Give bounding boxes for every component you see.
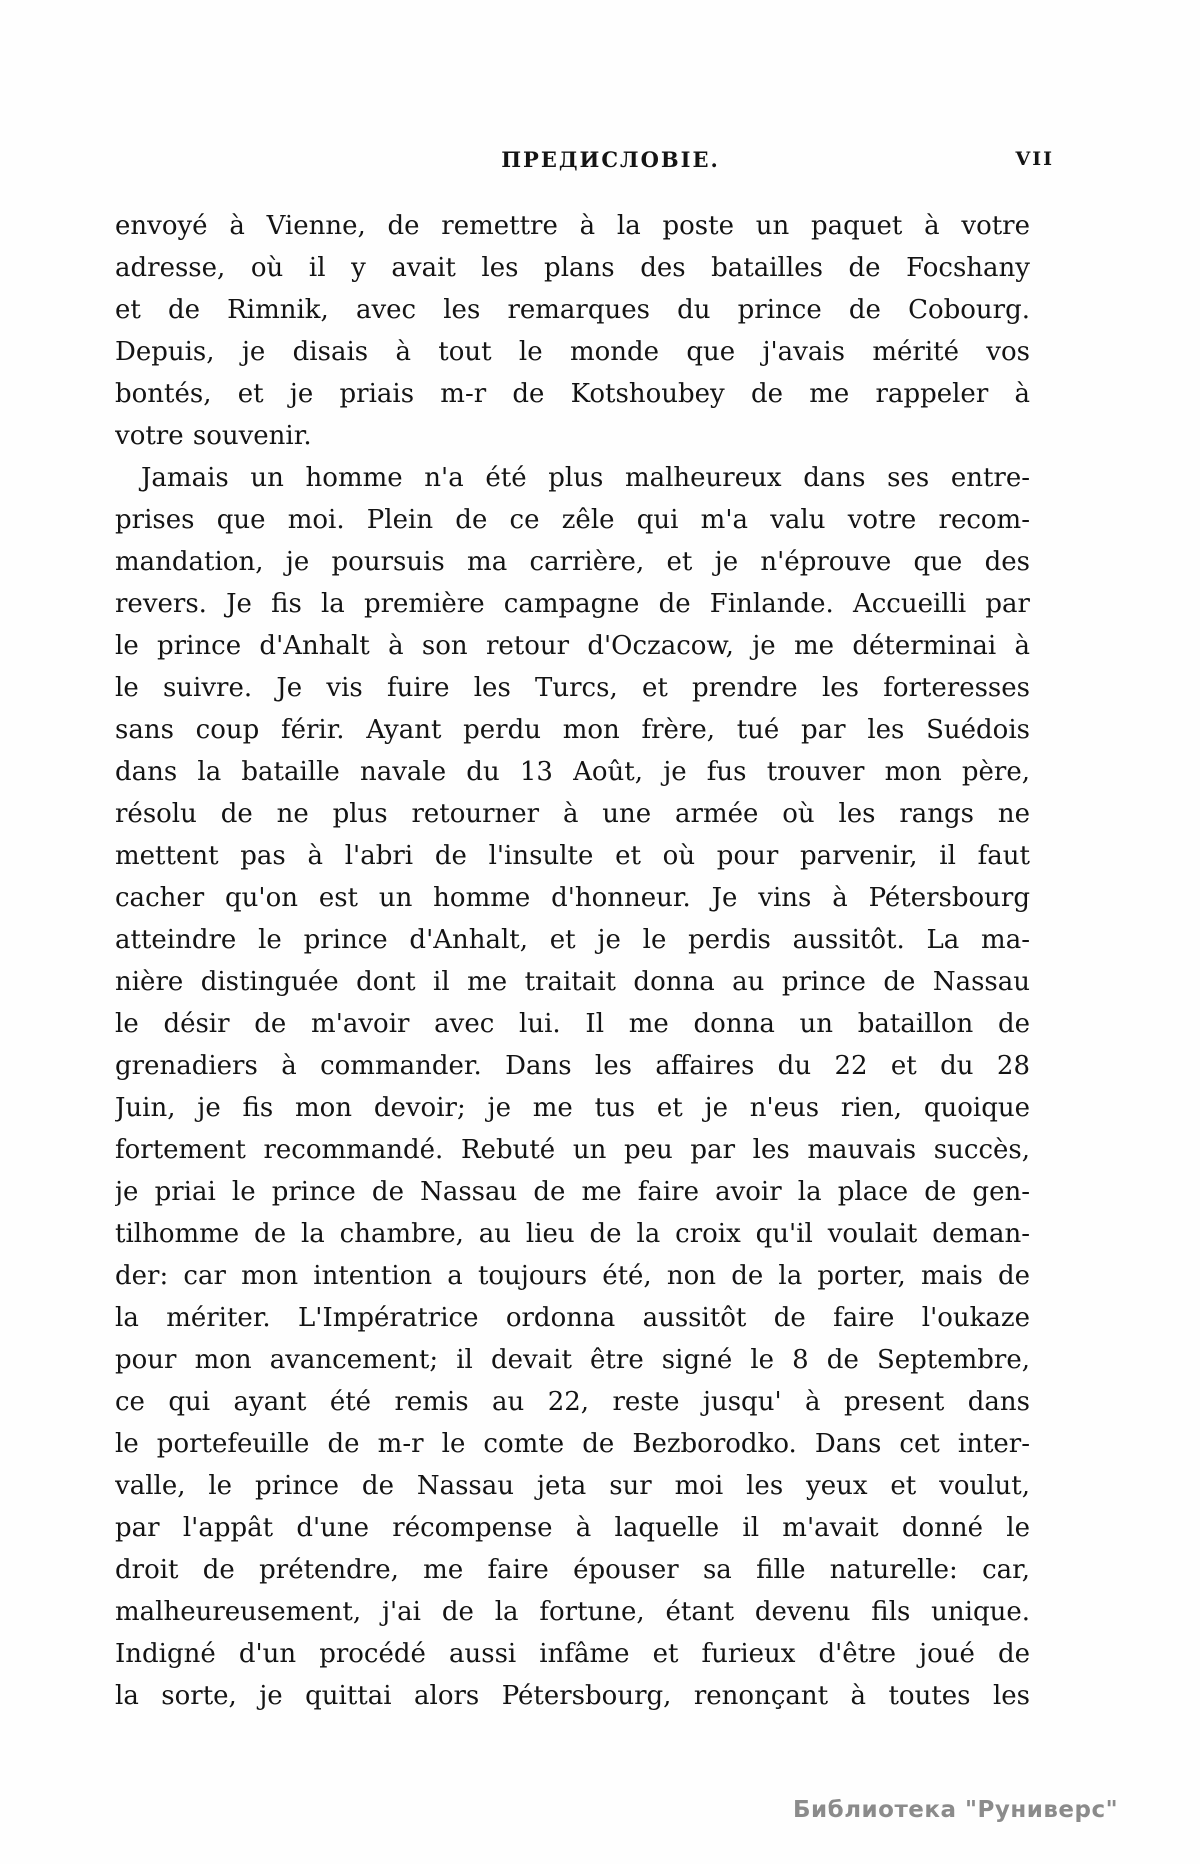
- text-line: le prince d'Anhalt à son retour d'Oczacow, je me déterminai à: [115, 631, 1030, 661]
- text-line: envoyé à Vienne, de remettre à la poste un paquet à votre: [115, 211, 1030, 241]
- text-line: der: car mon intention a toujours été, non de la porter, mais de: [115, 1261, 1030, 1291]
- text-line: valle, le prince de Nassau jeta sur moi les yeux et voulut,: [115, 1471, 1030, 1501]
- text-line: la sorte, je quittai alors Pétersbourg, renonçant à toutes les: [115, 1681, 1030, 1711]
- text-line: tilhomme de la chambre, au lieu de la croix qu'il voulait deman-: [115, 1219, 1030, 1249]
- text-line: la mériter. L'Impératrice ordonna aussitôt de faire l'oukaze: [115, 1303, 1030, 1333]
- text-line: dans la bataille navale du 13 Août, je fus trouver mon père,: [115, 757, 1030, 787]
- text-line: sans coup férir. Ayant perdu mon frère, tué par les Suédois: [115, 715, 1030, 745]
- library-watermark: Библиотека "Руниверс": [793, 1797, 1119, 1823]
- text-line: le désir de m'avoir avec lui. Il me donna un bataillon de: [115, 1009, 1030, 1039]
- text-line: grenadiers à commander. Dans les affaires du 22 et du 28: [115, 1051, 1030, 1081]
- text-line: mandation, je poursuis ma carrière, et je n'éprouve que des: [115, 547, 1030, 577]
- text-line: par l'appât d'une récompense à laquelle il m'avait donné le: [115, 1513, 1030, 1543]
- running-head: [115, 147, 1054, 175]
- text-line: bontés, et je priais m-r de Kotshoubey de me rappeler à: [115, 379, 1030, 409]
- text-line: cacher qu'on est un homme d'honneur. Je vins à Pétersbourg: [115, 883, 1030, 913]
- text-line: ce qui ayant été remis au 22, reste jusqu' à present dans: [115, 1387, 1030, 1417]
- text-line: pour mon avancement; il devait être signé le 8 de Septembre,: [115, 1345, 1030, 1375]
- text-line: le suivre. Je vis fuire les Turcs, et prendre les forteresses: [115, 673, 1030, 703]
- text-line: résolu de ne plus retourner à une armée où les rangs ne: [115, 799, 1030, 829]
- text-line: nière distinguée dont il me traitait donna au prince de Nassau: [115, 967, 1030, 997]
- text-line: malheureusement, j'ai de la fortune, étant devenu fils unique.: [115, 1597, 1030, 1627]
- text-line: atteindre le prince d'Anhalt, et je le perdis aussitôt. La ma-: [115, 925, 1030, 955]
- text-line: votre souvenir.: [115, 421, 312, 451]
- text-line: le portefeuille de m-r le comte de Bezborodko. Dans cet inter-: [115, 1429, 1030, 1459]
- text-line: et de Rimnik, avec les remarques du prince de Cobourg.: [115, 295, 1030, 325]
- text-line: Indigné d'un procédé aussi infâme et furieux d'être joué de: [115, 1639, 1030, 1669]
- page-number: VII: [1015, 148, 1054, 170]
- text-line: revers. Je fis la première campagne de Finlande. Accueilli par: [115, 589, 1030, 619]
- text-line: je priai le prince de Nassau de me faire avoir la place de gen-: [115, 1177, 1030, 1207]
- text-line: droit de prétendre, me faire épouser sa fille naturelle: car,: [115, 1555, 1030, 1585]
- text-line: Jamais un homme n'a été plus malheureux dans ses entre-: [141, 463, 1030, 493]
- text-line: adresse, où il y avait les plans des batailles de Focshany: [115, 253, 1030, 283]
- text-line: Depuis, je disais à tout le monde que j'avais mérité vos: [115, 337, 1030, 367]
- running-head-title: ПРЕДИСЛОВІЕ.: [501, 147, 720, 172]
- body-text-block: [115, 205, 1030, 1717]
- paragraph: [115, 457, 1030, 1717]
- text-line: mettent pas à l'abri de l'insulte et où pour parvenir, il faut: [115, 841, 1030, 871]
- text-line: fortement recommandé. Rebuté un peu par les mauvais succès,: [115, 1135, 1030, 1165]
- text-line: prises que moi. Plein de ce zêle qui m'a valu votre recom-: [115, 505, 1030, 535]
- paragraph: [115, 205, 1030, 457]
- text-line: Juin, je fis mon devoir; je me tus et je n'eus rien, quoique: [115, 1093, 1030, 1123]
